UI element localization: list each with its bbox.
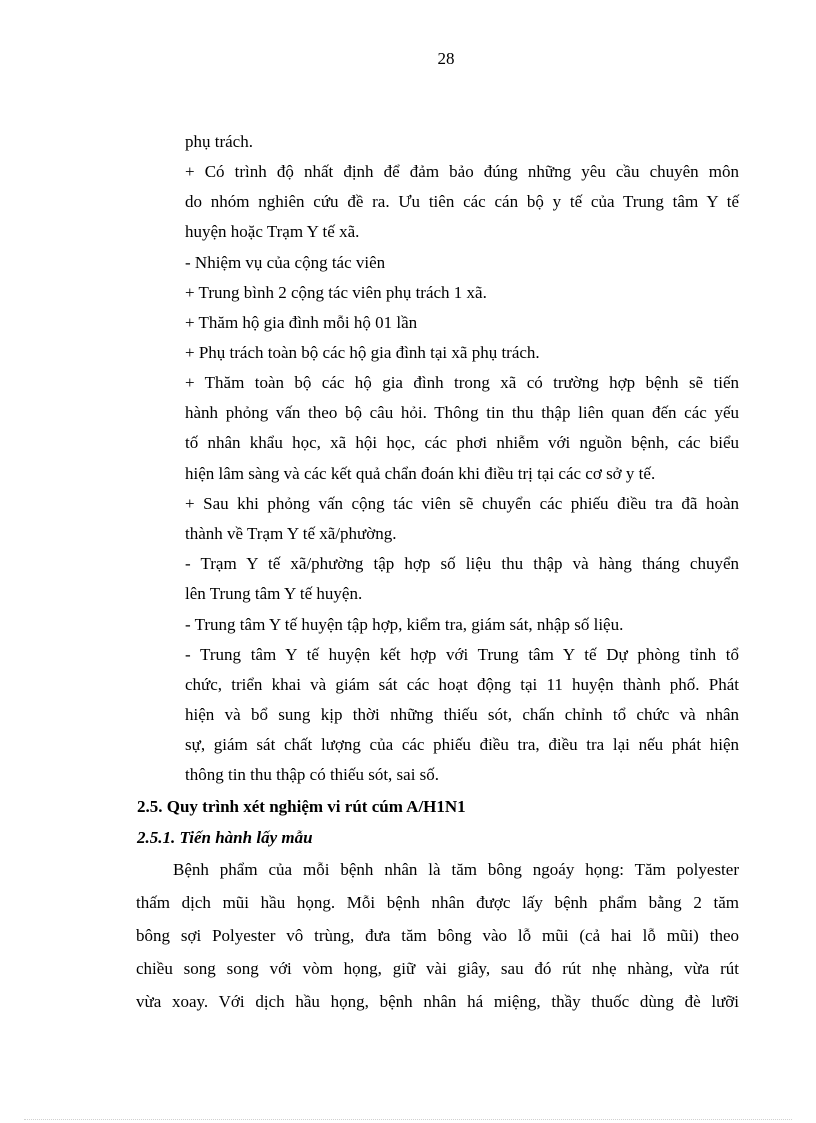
page-number: 28 [437,49,455,68]
page-bottom-divider [24,1119,792,1120]
body-line: - Trung tâm Y tế huyện kết hợp với Trung tâm Y tế Dự phòng tỉnh tổ [185,645,739,664]
body-line: + Trung bình 2 cộng tác viên phụ trách 1 xã. [185,283,487,302]
body-line: tố nhân khẩu học, xã hội học, các phơi nhiễm với nguồn bệnh, các biểu [185,433,739,452]
body-line: - Nhiệm vụ của cộng tác viên [185,253,386,272]
paragraph-line: bông sợi Polyester vô trùng, đưa tăm bông vào lỗ mũi (cả hai lỗ mũi) theo [136,926,739,945]
body-line: phụ trách. [185,132,253,151]
body-line: lên Trung tâm Y tế huyện. [185,584,363,603]
body-line: + Thăm hộ gia đình mỗi hộ 01 lần [185,313,418,332]
body-line: + Sau khi phỏng vấn cộng tác viên sẽ chuyển các phiếu điều tra đã hoàn [185,494,739,513]
body-line: huyện hoặc Trạm Y tế xã. [185,222,360,241]
body-line: + Thăm toàn bộ các hộ gia đình trong xã có trường hợp bệnh sẽ tiến [185,373,739,392]
body-line: + Có trình độ nhất định để đảm bảo đúng những yêu cầu chuyên môn [185,162,739,181]
paragraph-line: vừa xoay. Với dịch hầu họng, bệnh nhân há miệng, thầy thuốc dùng đè lưỡi [136,992,739,1011]
section-heading: 2.5. Quy trình xét nghiệm vi rút cúm A/H1N1 [137,797,466,816]
body-line: chức, triển khai và giám sát các hoạt động tại 11 huyện thành phố. Phát [185,675,739,694]
body-line: - Trạm Y tế xã/phường tập hợp số liệu thu thập và hàng tháng chuyển [185,554,739,573]
body-line: thông tin thu thập có thiếu sót, sai số. [185,765,440,784]
subsection-heading: 2.5.1. Tiến hành lấy mẫu [137,828,313,847]
body-line: + Phụ trách toàn bộ các hộ gia đình tại xã phụ trách. [185,343,540,362]
paragraph-line: chiều song song với vòm họng, giữ vài giây, sau đó rút nhẹ nhàng, vừa rút [136,959,739,978]
body-line: do nhóm nghiên cứu đề ra. Ưu tiên các cán bộ y tế của Trung tâm Y tế [185,192,739,211]
body-line: - Trung tâm Y tế huyện tập hợp, kiểm tra, giám sát, nhập số liệu. [185,615,624,634]
paragraph-line: thấm dịch mũi hầu họng. Mỗi bệnh nhân được lấy bệnh phẩm bằng 2 tăm [136,893,739,912]
paragraph-line: Bệnh phẩm của mỗi bệnh nhân là tăm bông ngoáy họng: Tăm polyester [173,860,739,879]
body-line: hiện và bổ sung kịp thời những thiếu sót, chấn chỉnh tổ chức và nhân [185,705,739,724]
body-line: hiện lâm sàng và các kết quả chẩn đoán khi điều trị tại các cơ sở y tế. [185,464,656,483]
body-line: sự, giám sát chất lượng của các phiếu điều tra, điều tra lại nếu phát hiện [185,735,739,754]
body-line: thành về Trạm Y tế xã/phường. [185,524,397,543]
body-line: hành phỏng vấn theo bộ câu hỏi. Thông tin thu thập liên quan đến các yếu [185,403,739,422]
